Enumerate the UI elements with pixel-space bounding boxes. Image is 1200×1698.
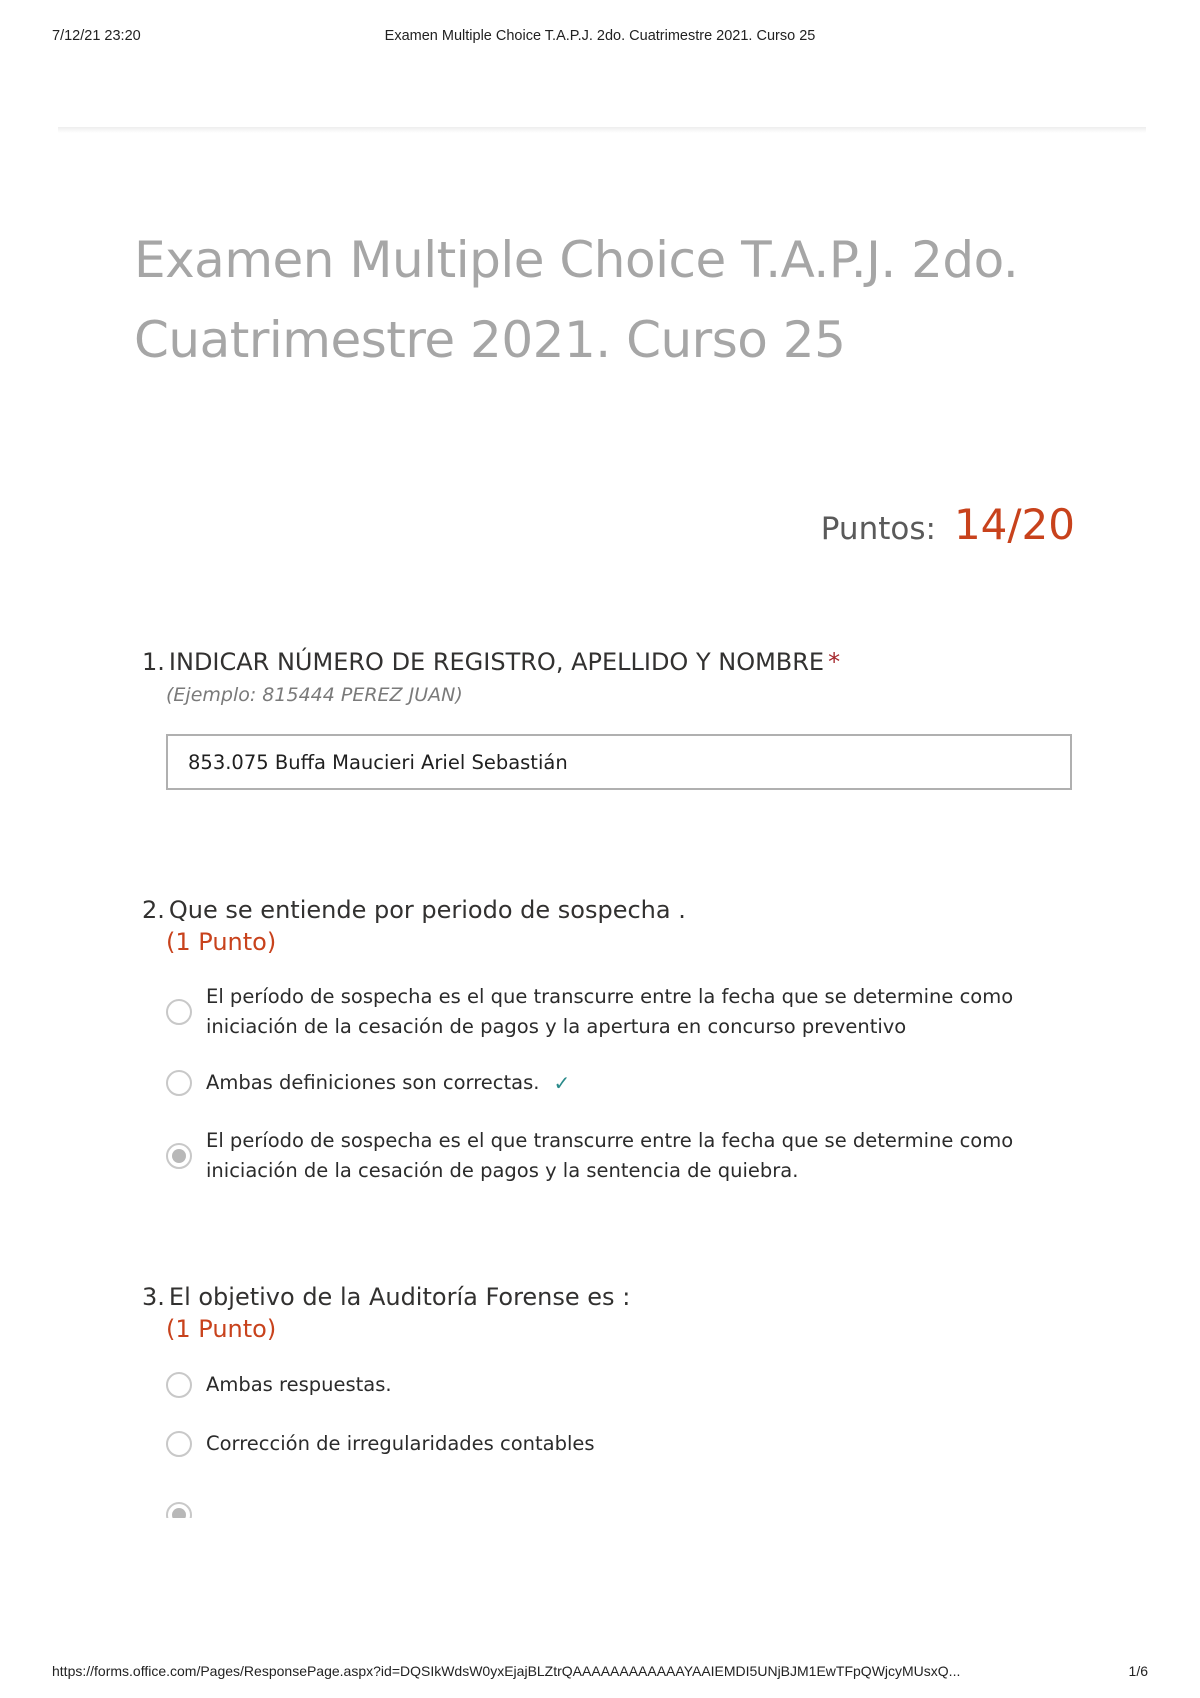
question-number: 1. <box>142 648 165 676</box>
print-title: Examen Multiple Choice T.A.P.J. 2do. Cuatrimestre 2021. Curso 25 <box>384 28 816 44</box>
question-2-points: (1 Punto) <box>166 928 277 956</box>
question-2-title <box>142 894 1102 926</box>
radio-button[interactable] <box>166 1431 192 1457</box>
question-1 <box>142 646 1102 790</box>
radio-button-selected[interactable] <box>166 1143 192 1169</box>
question-text: Que se entiende por periodo de sospecha . <box>168 896 686 924</box>
radio-button[interactable] <box>166 1070 192 1096</box>
page-url: https://forms.office.com/Pages/ResponsePage.aspx?id=DQSIkWdsW0yxEjajBLZtrQAAAAAAAAAAAAYAAIEMDI5UNjBJM1EwTFpQWjcyMUsxQ... <box>52 1663 961 1679</box>
question-3-option-2[interactable] <box>166 1429 1046 1459</box>
answer-value: 853.075 Buffa Maucieri Ariel Sebastián <box>188 750 568 774</box>
required-mark: * <box>828 648 841 676</box>
radio-button-selected[interactable] <box>166 1502 192 1518</box>
question-3 <box>142 1281 1102 1345</box>
question-number: 2. <box>142 896 165 924</box>
radio-button[interactable] <box>166 1372 192 1398</box>
question-3-option-3[interactable] <box>166 1502 1046 1518</box>
question-1-subtitle: (Ejemplo: 815444 PEREZ JUAN) <box>166 684 463 706</box>
question-2-option-1[interactable] <box>166 982 1046 1042</box>
option-label: El período de sospecha es el que transcurre entre la fecha que se determine como iniciación de la cesación de pagos y la sentencia de quiebra. <box>206 1129 1014 1182</box>
score-value: 14/20 <box>953 500 1075 549</box>
score-label: Puntos: <box>820 511 936 547</box>
question-number: 3. <box>142 1283 165 1311</box>
question-text: INDICAR NÚMERO DE REGISTRO, APELLIDO Y NOMBRE <box>168 648 825 676</box>
page-number: 1/6 <box>1128 1663 1148 1679</box>
question-3-option-1[interactable] <box>166 1370 1046 1400</box>
question-2-option-3[interactable] <box>166 1126 1046 1186</box>
question-2-option-2[interactable] <box>166 1068 1046 1098</box>
question-1-title <box>142 646 1102 678</box>
question-3-title <box>142 1281 1102 1313</box>
print-header <box>52 28 1148 48</box>
option-label: Ambas definiciones son correctas. <box>206 1071 540 1094</box>
correct-check-icon: ✓ <box>553 1071 571 1095</box>
question-3-points: (1 Punto) <box>166 1315 277 1343</box>
radio-button[interactable] <box>166 999 192 1025</box>
option-label: El período de sospecha es el que transcurre entre la fecha que se determine como iniciación de la cesación de pagos y la apertura en concurso preventivo <box>206 985 1014 1038</box>
answer-text-field[interactable] <box>166 734 1072 790</box>
print-date: 7/12/21 23:20 <box>52 28 141 44</box>
score-display <box>821 500 1075 549</box>
option-label: Corrección de irregularidades contables <box>206 1432 595 1455</box>
question-2 <box>142 894 1102 958</box>
form-title: Examen Multiple Choice T.A.P.J. 2do. Cuatrimestre 2021. Curso 25 <box>134 231 1019 369</box>
option-label: Ambas respuestas. <box>206 1373 392 1396</box>
print-footer <box>52 1663 1148 1683</box>
question-text: El objetivo de la Auditoría Forense es : <box>168 1283 631 1311</box>
form-top-divider <box>58 127 1146 133</box>
